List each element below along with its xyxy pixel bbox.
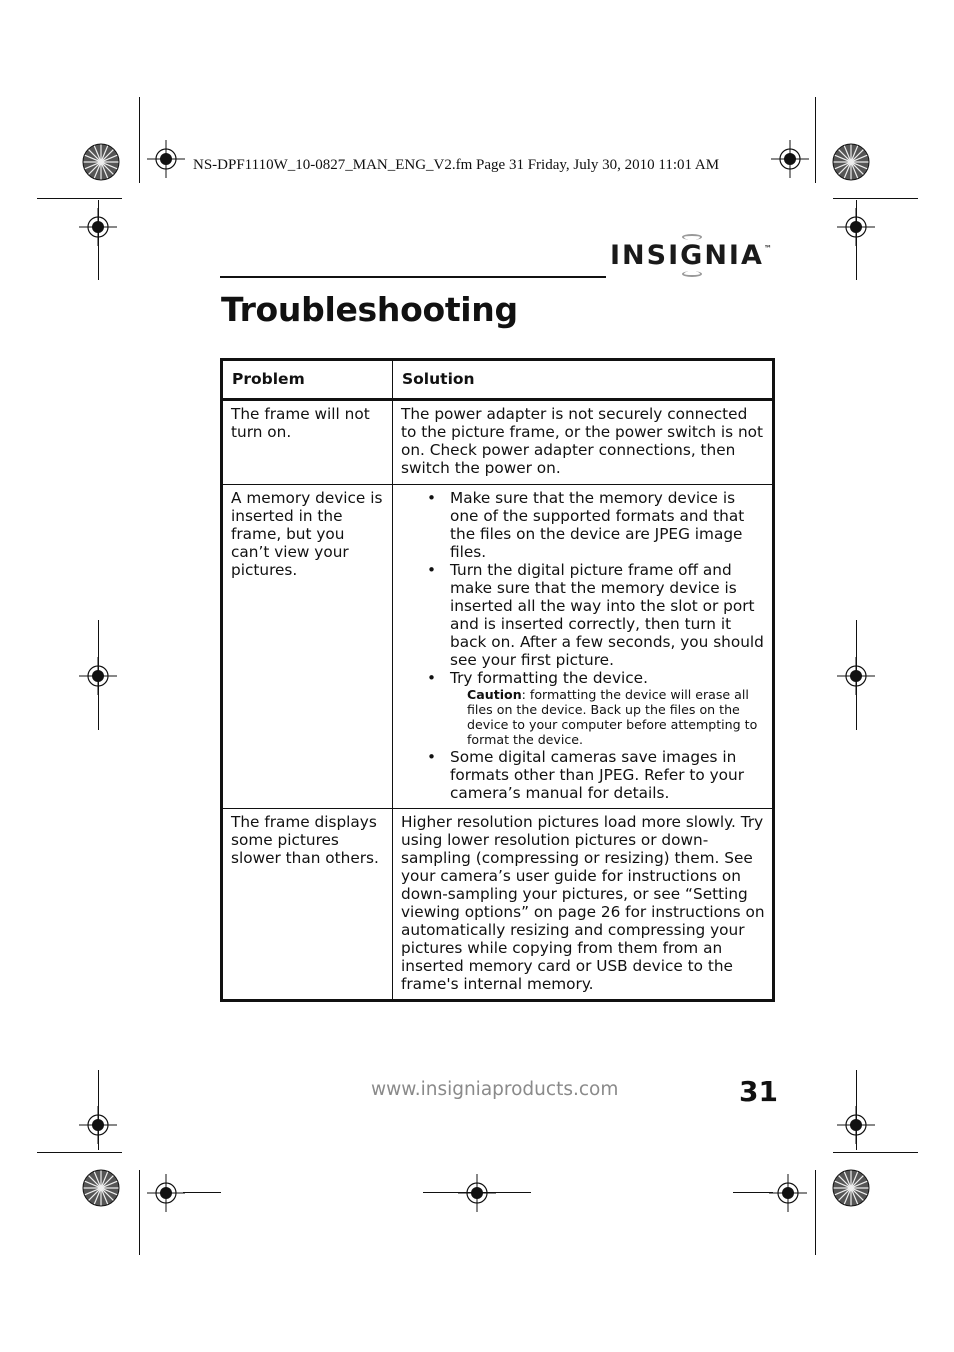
starburst-mark-icon <box>82 143 120 181</box>
troubleshooting-table <box>220 358 775 1002</box>
column-header-solution: Solution <box>393 360 774 400</box>
insignia-logo <box>610 240 772 271</box>
caution-note <box>467 687 768 748</box>
crop-mark-line <box>423 1192 531 1193</box>
registration-mark-icon <box>147 1174 185 1212</box>
list-item: • Make sure that the memory device is one of the supported formats and that the files on the device are JPEG image files. <box>401 489 768 561</box>
registration-mark-icon <box>771 140 809 178</box>
registration-mark-icon <box>837 208 875 246</box>
column-header-problem: Problem <box>222 360 393 400</box>
crop-mark-line <box>183 1192 221 1193</box>
table-row <box>222 400 774 485</box>
problem-cell: The frame displays some pictures slower than others. <box>222 809 393 1001</box>
logo-text-start: INSI <box>610 240 681 271</box>
problem-cell: A memory device is inserted in the frame, but you can’t view your pictures. <box>222 485 393 809</box>
website-link[interactable]: www.insigniaproducts.com <box>371 1079 619 1100</box>
list-item-text: Try formatting the device. <box>450 669 648 687</box>
registration-mark-icon <box>837 1106 875 1144</box>
registration-mark-icon <box>837 657 875 695</box>
header-rule <box>220 276 606 278</box>
registration-mark-icon <box>147 140 185 178</box>
registration-mark-icon <box>769 1174 807 1212</box>
registration-mark-icon <box>79 1106 117 1144</box>
solution-cell: The power adapter is not securely connected to the picture frame, or the power switch is not on. Check power adapter connections, then switch the power on. <box>393 400 774 485</box>
solution-cell: Higher resolution pictures load more slowly. Try using lower resolution pictures or down-sampling (compressing or resizing) them. See your camera’s user guide for instructions on down-sampling your pictures, or see “Setting viewing options” on page 26 for instructions on automatically resizing and compressing your pictures while copying from them from an inserted memory card or USB device to the frame's internal memory. <box>393 809 774 1001</box>
starburst-mark-icon <box>832 1169 870 1207</box>
starburst-mark-icon <box>82 1169 120 1207</box>
page-title: Troubleshooting <box>221 290 518 329</box>
registration-mark-icon <box>458 1174 496 1212</box>
caution-text: : formatting the device will erase all files on the device. Back up the files on the device to your computer before attempting to format the device. <box>467 687 758 747</box>
crop-mark-line <box>733 1192 773 1193</box>
page-number: 31 <box>739 1075 778 1108</box>
list-item: • Turn the digital picture frame off and make sure that the memory device is inserted all the way into the slot or port and is inserted correctly, then turn it back on. After a few seconds, you should see your first picture. <box>401 561 768 669</box>
solution-cell <box>393 485 774 809</box>
table-row <box>222 809 774 1001</box>
trademark-symbol: ™ <box>763 244 772 253</box>
table-row <box>222 485 774 809</box>
list-item <box>401 669 768 748</box>
starburst-mark-icon <box>832 143 870 181</box>
solution-bullet-list <box>401 489 768 802</box>
caution-label: Caution <box>467 687 522 702</box>
list-item: • Some digital cameras save images in formats other than JPEG. Refer to your camera’s manual for details. <box>401 748 768 802</box>
registration-mark-icon <box>79 208 117 246</box>
problem-cell: The frame will not turn on. <box>222 400 393 485</box>
print-slug-line: NS-DPF1110W_10-0827_MAN_ENG_V2.fm Page 31 Friday, July 30, 2010 11:01 AM <box>193 157 720 173</box>
table-header-row <box>222 360 774 400</box>
registration-mark-icon <box>79 657 117 695</box>
logo-text-end: NIA <box>704 240 764 271</box>
logo-letter-g: G <box>680 240 705 271</box>
